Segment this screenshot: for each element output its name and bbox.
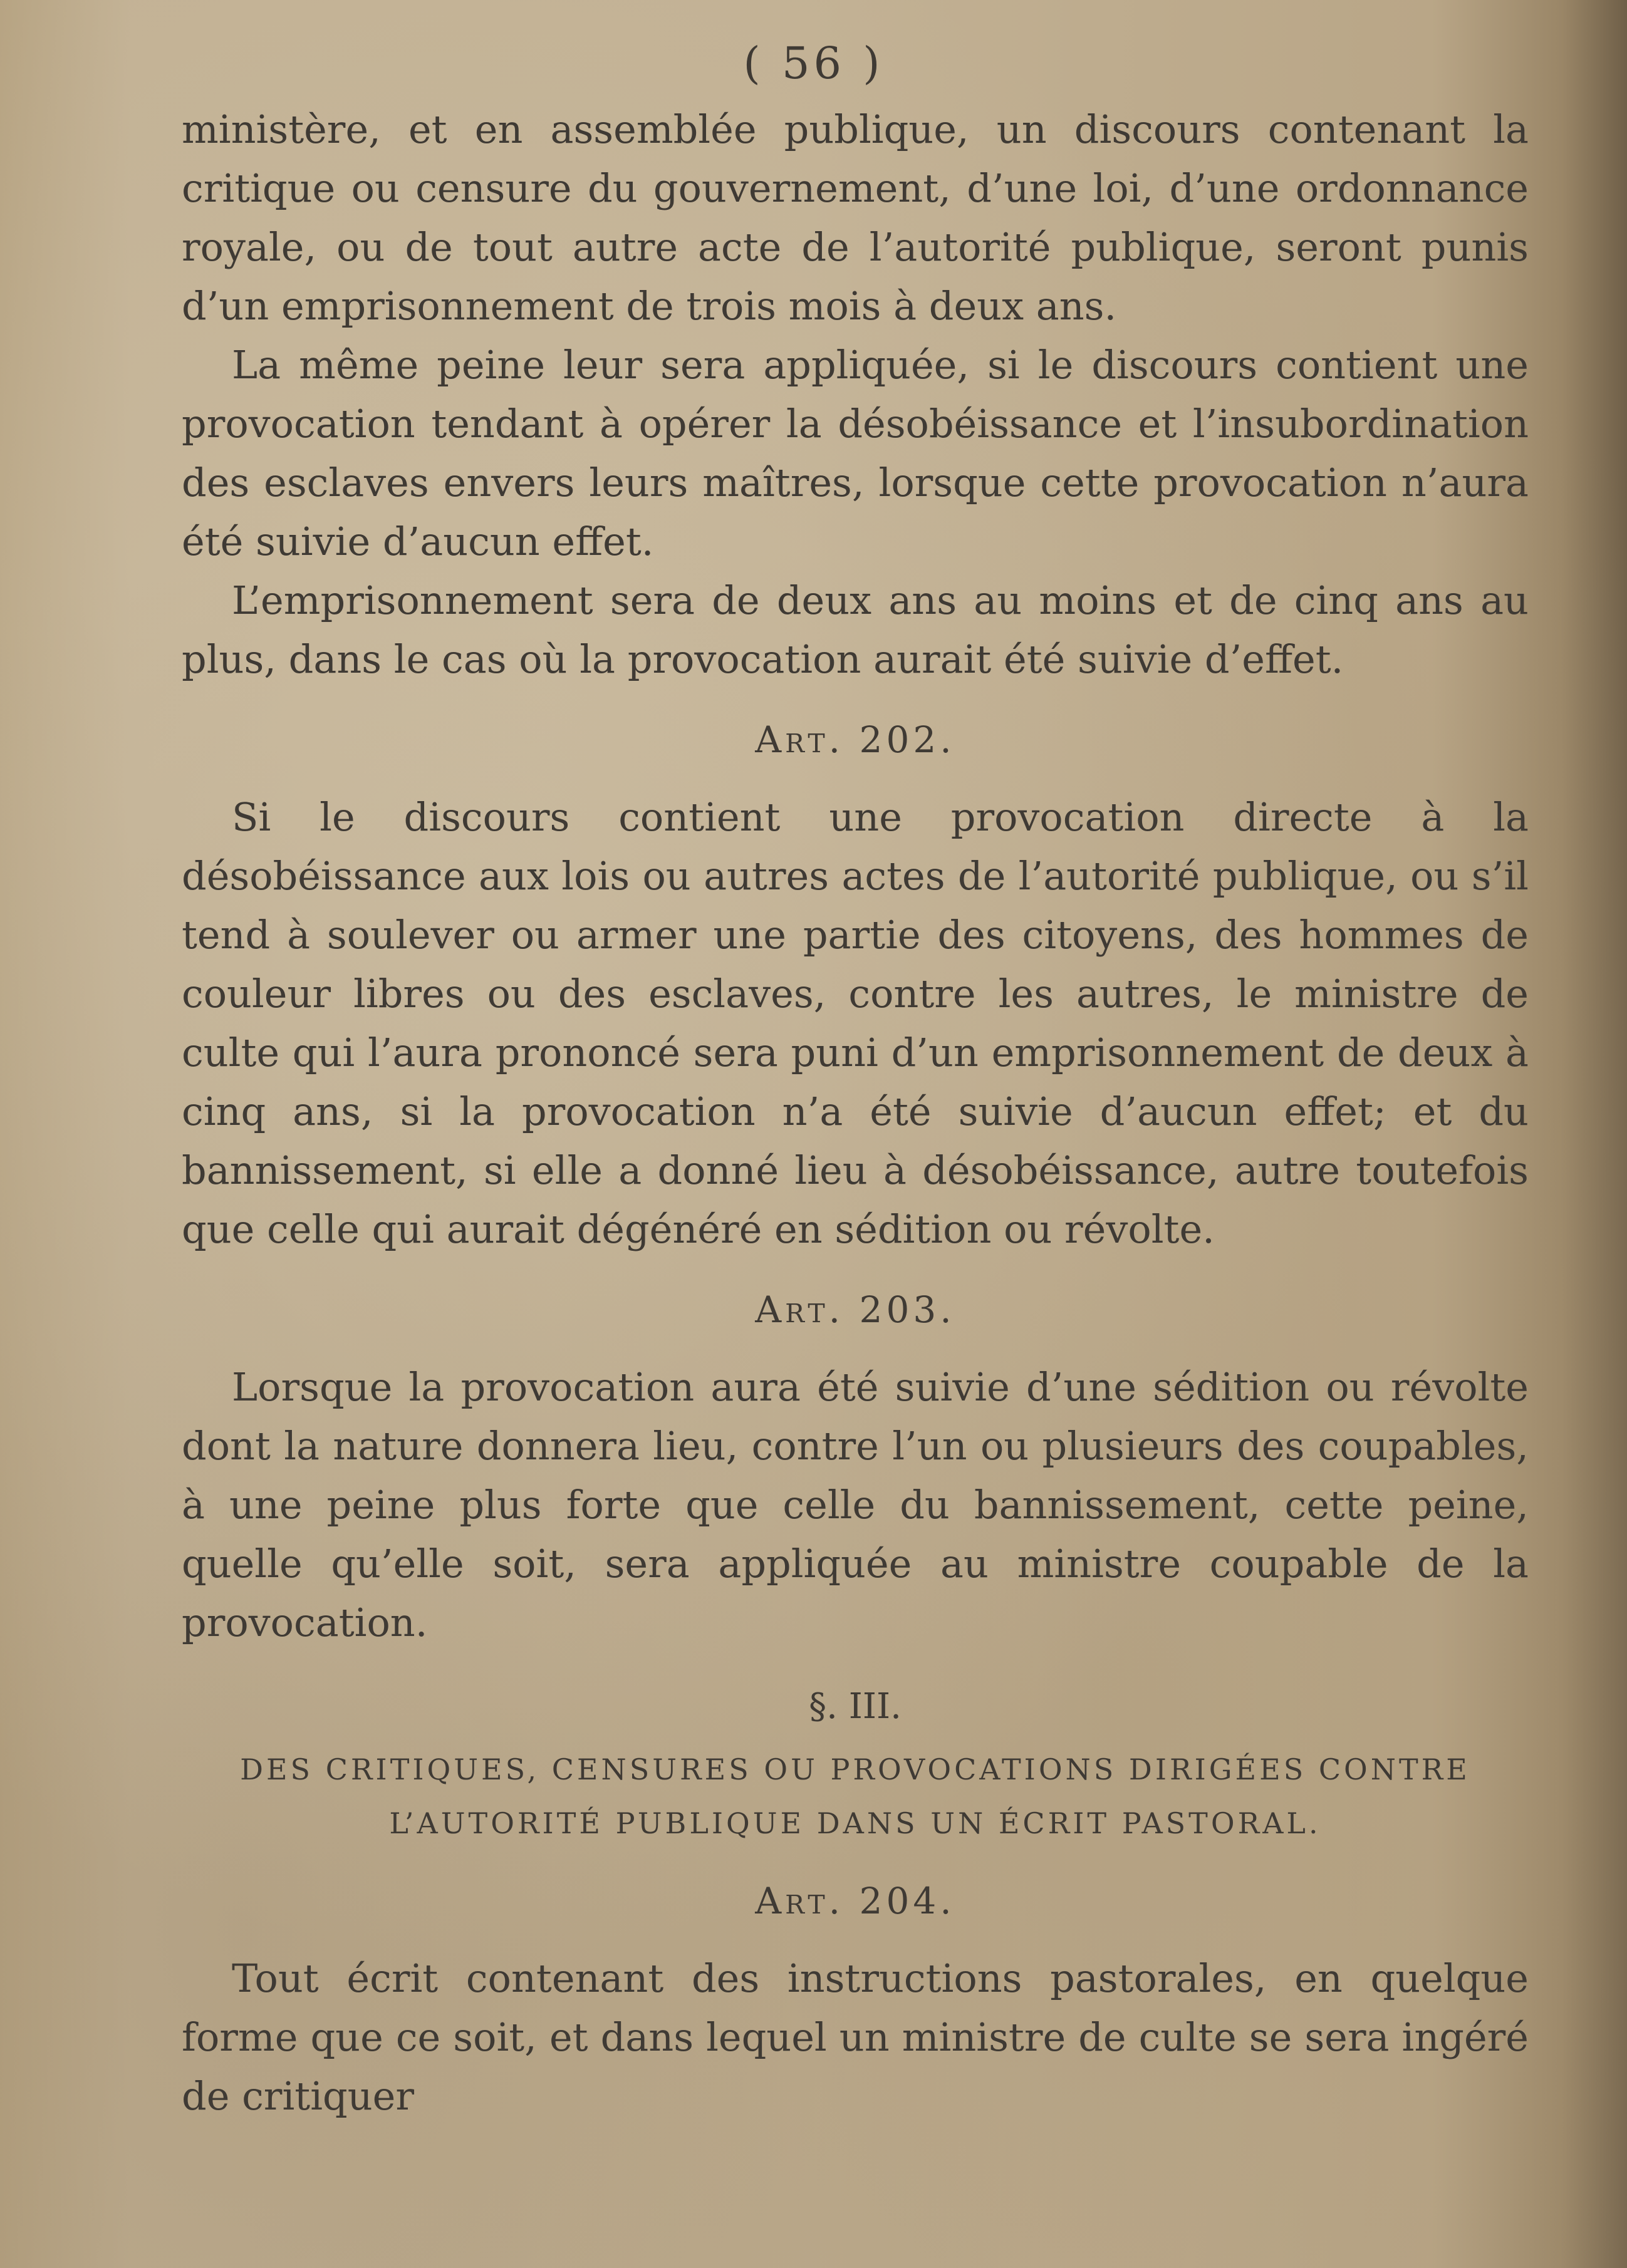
section-title: DES CRITIQUES, CENSURES OU PROVOCATIONS DIRIGÉES CONTRE L’AUTORITÉ PUBLIQUE DANS UN ÉCRIT PASTORAL. [240,1753,1470,1840]
article-203-heading: Art. 203. [755,1288,955,1331]
article-202-text: Si le discours contient une provocation directe à la désobéissance aux lois ou autres actes de l’autorité publique, ou s’il tend à soulever ou armer une partie des citoyens, des hommes de couleur libres ou des esclaves, contre les autres, le ministre de culte qui l’aura prononcé sera puni d’un emprisonnement de deux à cinq ans, si la provocation n’a été suivie d’aucun effet; et du bannissement, si elle a donné lieu à désobéissance, autre toutefois que celle qui aurait dégénéré en sédition ou révolte. [182,794,1529,1252]
page-body [182,100,1529,2126]
page-number: ( 56 ) [743,38,884,89]
paragraph-imprisonment: L’emprisonnement sera de deux ans au moins et de cinq ans au plus, dans le cas où la provocation aurait été suivie d’effet. [182,577,1529,682]
article-203-text: Lorsque la provocation aura été suivie d’une sédition ou révolte dont la nature donnera lieu, contre l’un ou plusieurs des coupables, à une peine plus forte que celle du bannissement, cette peine, quelle qu’elle soit, sera appliquée au ministre coupable de la provocation. [182,1364,1529,1645]
article-202-heading: Art. 202. [755,718,955,761]
article-204-text: Tout écrit contenant des instructions pastorales, en quelque forme que ce soit, et dans lequel un ministre de culte se sera ingéré de critiquer [182,1955,1529,2119]
paragraph-continuation: ministère, et en assemblée publique, un discours contenant la critique ou censure du gouvernement, d’une loi, d’une ordonnance royale, ou de tout autre acte de l’autorité publique, seront punis d’un emprisonnement de trois mois à deux ans. [182,106,1529,329]
section-number: §. III. [809,1686,902,1727]
article-204-heading: Art. 204. [755,1880,955,1922]
paragraph-same-penalty: La même peine leur sera appliquée, si le discours contient une provocation tendant à opérer la désobéissance et l’insubordination des esclaves envers leurs maîtres, lorsque cette provocation n’aura été suivie d’aucun effet. [182,342,1529,564]
